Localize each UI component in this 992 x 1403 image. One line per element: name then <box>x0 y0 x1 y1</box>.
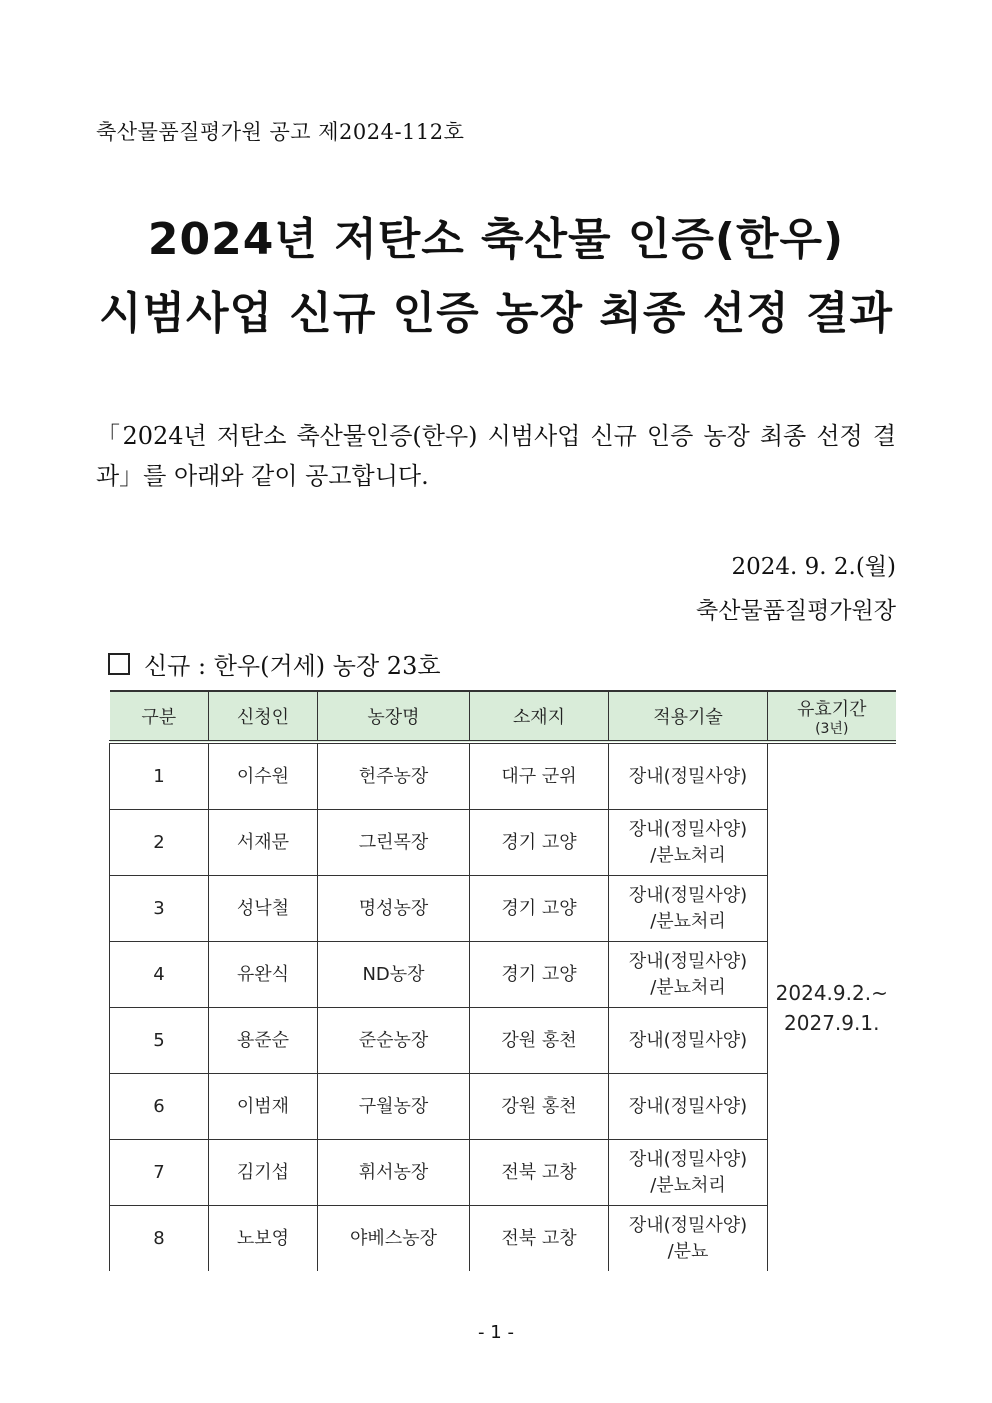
checkbox-square-icon <box>108 653 130 675</box>
cell-location: 강원 홍천 <box>470 1074 609 1140</box>
cell-applicant: 이범재 <box>209 1074 318 1140</box>
cell-technology <box>609 1074 768 1140</box>
tech-line-1: 장내(정밀사양) <box>628 765 748 787</box>
cell-applicant: 성낙철 <box>209 876 318 942</box>
tech-line-2: /분뇨처리 <box>650 910 726 932</box>
tech-line-2: /분뇨처리 <box>650 976 726 998</box>
cell-farm: 휘서농장 <box>318 1140 470 1206</box>
result-table <box>109 690 896 1271</box>
cell-location: 경기 고양 <box>470 810 609 876</box>
header-farm: 농장명 <box>318 691 470 742</box>
cell-no: 8 <box>110 1206 209 1272</box>
page-number: - 1 - <box>478 1322 514 1343</box>
tech-line-1: 장내(정밀사양) <box>628 1148 748 1170</box>
announcement-date: 2024. 9. 2.(월) <box>731 554 896 580</box>
cell-farm: 야베스농장 <box>318 1206 470 1272</box>
cell-farm: 명성농장 <box>318 876 470 942</box>
title-line-2: 시범사업 신규 인증 농장 최종 선정 결과 <box>99 288 893 339</box>
cell-technology <box>609 810 768 876</box>
issuer-name: 축산물품질평가원장 <box>696 598 896 624</box>
tech-line-1: 장내(정밀사양) <box>628 1095 748 1117</box>
cell-no: 1 <box>110 742 209 810</box>
cell-applicant: 용준순 <box>209 1008 318 1074</box>
cell-farm: 준순농장 <box>318 1008 470 1074</box>
tech-line-2: /분뇨처리 <box>650 844 726 866</box>
cell-location: 경기 고양 <box>470 942 609 1008</box>
cell-applicant: 서재문 <box>209 810 318 876</box>
header-technology: 적용기술 <box>609 691 768 742</box>
cell-technology <box>609 742 768 810</box>
table-header-row <box>110 691 896 742</box>
tech-line-1: 장내(정밀사양) <box>628 1029 748 1051</box>
cell-validity-period <box>768 742 896 1271</box>
tech-line-2: /분뇨 <box>667 1240 709 1262</box>
header-period-label: 유효기간 <box>796 699 867 720</box>
header-period-sub: (3년) <box>815 721 849 737</box>
tech-line-1: 장내(정밀사양) <box>628 1214 748 1236</box>
tech-line-1: 장내(정밀사양) <box>628 950 748 972</box>
cell-applicant: 노보영 <box>209 1206 318 1272</box>
cell-technology <box>609 876 768 942</box>
cell-technology <box>609 1140 768 1206</box>
table-row <box>110 742 896 810</box>
cell-applicant: 유완식 <box>209 942 318 1008</box>
intro-paragraph: 「2024년 저탄소 축산물인증(한우) 시범사업 신규 인증 농장 최종 선정 결과」를 아래와 같이 공고합니다. <box>96 422 896 490</box>
tech-line-1: 장내(정밀사양) <box>628 884 748 906</box>
cell-farm: 구월농장 <box>318 1074 470 1140</box>
cell-location: 전북 고창 <box>470 1206 609 1272</box>
header-no: 구분 <box>110 691 209 742</box>
cell-no: 4 <box>110 942 209 1008</box>
cell-technology <box>609 942 768 1008</box>
cell-farm: 헌주농장 <box>318 742 470 810</box>
section-heading <box>108 646 441 681</box>
cell-location: 강원 홍천 <box>470 1008 609 1074</box>
tech-line-2: /분뇨처리 <box>650 1174 726 1196</box>
cell-location: 경기 고양 <box>470 876 609 942</box>
header-applicant: 신청인 <box>209 691 318 742</box>
cell-no: 2 <box>110 810 209 876</box>
notice-number: 축산물품질평가원 공고 제2024-112호 <box>96 120 465 144</box>
header-location: 소재지 <box>470 691 609 742</box>
tech-line-1: 장내(정밀사양) <box>628 818 748 840</box>
period-line-2: 2027.9.1. <box>784 1010 880 1035</box>
title-line-1: 2024년 저탄소 축산물 인증(한우) <box>147 214 845 265</box>
cell-location: 대구 군위 <box>470 742 609 810</box>
header-period <box>768 691 896 742</box>
cell-applicant: 이수원 <box>209 742 318 810</box>
cell-farm: ND농장 <box>318 942 470 1008</box>
cell-applicant: 김기섭 <box>209 1140 318 1206</box>
cell-no: 3 <box>110 876 209 942</box>
cell-no: 5 <box>110 1008 209 1074</box>
cell-no: 6 <box>110 1074 209 1140</box>
section-heading-text: 신규 : 한우(거세) 농장 23호 <box>144 652 441 680</box>
cell-no: 7 <box>110 1140 209 1206</box>
cell-technology <box>609 1206 768 1272</box>
period-line-1: 2024.9.2.~ <box>775 980 888 1005</box>
cell-farm: 그린목장 <box>318 810 470 876</box>
cell-location: 전북 고창 <box>470 1140 609 1206</box>
cell-technology <box>609 1008 768 1074</box>
